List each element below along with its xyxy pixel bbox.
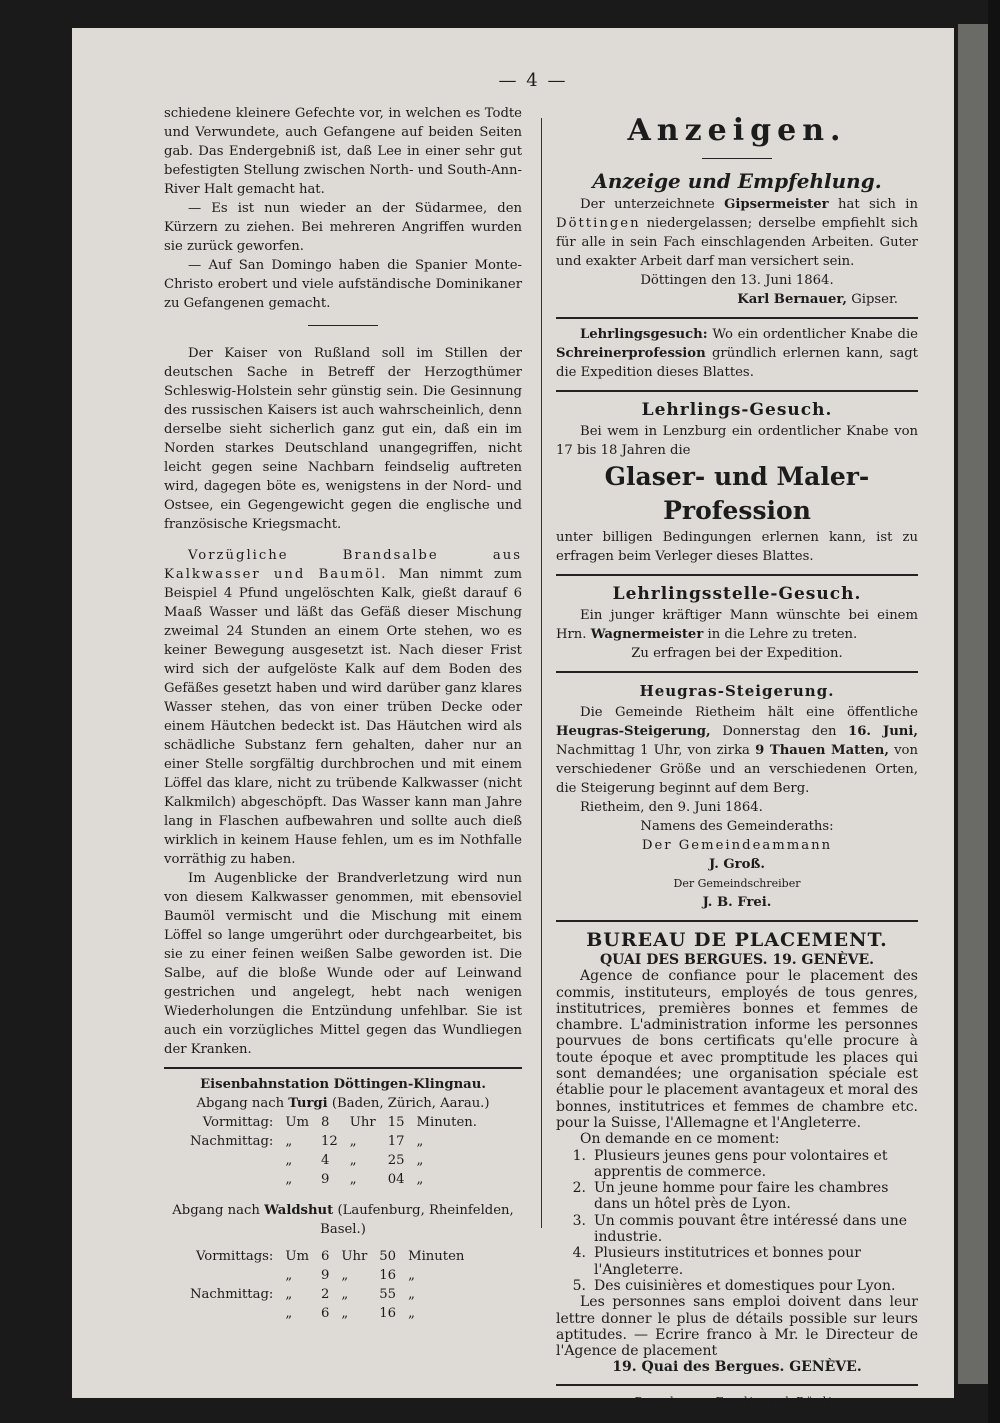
printer-imprint: Druck von Ferdinand Bürli. bbox=[634, 1394, 840, 1408]
schedule-cell: Minuten. bbox=[416, 1115, 477, 1130]
section-rule bbox=[556, 1384, 918, 1386]
schedule-cell: Um bbox=[285, 1115, 309, 1130]
ad-text-part: Ein junger kräftiger Mann wünschte bei einem Hrn. bbox=[556, 608, 918, 642]
schedule-cell: „ bbox=[349, 1153, 357, 1168]
schedule-cell: 8 bbox=[320, 1115, 330, 1130]
right-column bbox=[556, 112, 918, 1411]
schedule-cell: Nachmittag: bbox=[190, 1287, 274, 1302]
ad-signature bbox=[556, 290, 918, 309]
ad-text-part: in die Lehre zu treten. bbox=[707, 627, 858, 642]
ad-text bbox=[556, 325, 918, 382]
ads-heading: Anzeigen. bbox=[627, 113, 847, 148]
ad-text-part: Wo ein ordentlicher Knabe die bbox=[712, 327, 918, 342]
article-paragraph: schiedene kleinere Gefechte vor, in welchen es Todte und Verwundete, auch Gefangene auf beiden Seiten gab. Das Endergebniß ist, daß Lee in einer sehr gut befestigten Stellung zwischen North- und South-Ann-River Halt gemacht hat. bbox=[164, 106, 522, 197]
list-item-text: Un commis pouvant être intéressé dans une industrie. bbox=[594, 1212, 908, 1246]
schedule-cell: „ bbox=[285, 1268, 293, 1283]
section-rule bbox=[556, 671, 918, 673]
ad-text-part: gründlich erlernen kann, sagt die Expedition dieses Blattes. bbox=[556, 346, 918, 380]
schedule-cell: 16 bbox=[379, 1268, 397, 1283]
ad-title: Lehrlings-Gesuch. bbox=[641, 400, 833, 420]
schedule-cell: Minuten bbox=[408, 1249, 465, 1264]
schedule-cell bbox=[184, 1266, 279, 1285]
ad-signature: J. B. Frei. bbox=[702, 895, 772, 910]
list-item-number: 5. bbox=[572, 1277, 586, 1294]
schedule-table bbox=[184, 1247, 470, 1323]
schedule-cell: 16 bbox=[379, 1306, 397, 1321]
schedule-row bbox=[184, 1113, 483, 1132]
schedule-cell: 12 bbox=[320, 1134, 338, 1149]
ad-text bbox=[556, 606, 918, 644]
schedule-cell: 9 bbox=[320, 1172, 330, 1187]
railway-schedule bbox=[164, 1075, 522, 1323]
departure-destination: Waldshut bbox=[264, 1203, 334, 1218]
ad-text-part: von verschiedener Größe und an verschiedenen Orten, die Steigerung beginnt auf dem Berg. bbox=[556, 743, 918, 796]
schedule-table bbox=[184, 1113, 483, 1189]
schedule-cell: „ bbox=[341, 1287, 349, 1302]
section-rule bbox=[164, 1067, 522, 1069]
ad-text bbox=[556, 703, 918, 798]
ad-plasterer bbox=[556, 167, 918, 309]
section-rule bbox=[702, 158, 772, 159]
schedule-cell: 15 bbox=[387, 1115, 405, 1130]
section-rule bbox=[556, 390, 918, 392]
ad-address: 19. Quai des Bergues. GENÈVE. bbox=[612, 1359, 862, 1376]
schedule-row bbox=[184, 1304, 470, 1323]
article-paragraph bbox=[164, 546, 522, 869]
ad-text-part: Donnerstag den bbox=[722, 724, 837, 739]
departure-route: (Baden, Zürich, Aarau.) bbox=[331, 1096, 490, 1111]
ad-date: Rietheim, den 9. Juni 1864. bbox=[580, 800, 763, 815]
ad-text-part: Der unterzeichnete bbox=[580, 197, 715, 212]
ad-text-part: Die Gemeinde Rietheim hält eine öffentliche bbox=[580, 705, 918, 720]
signature-role: Gipser. bbox=[851, 292, 898, 307]
schedule-cell: Nachmittag: bbox=[190, 1134, 274, 1149]
schedule-row bbox=[184, 1170, 483, 1189]
ad-text: On demande en ce moment: bbox=[580, 1131, 780, 1148]
schedule-row bbox=[184, 1266, 470, 1285]
ad-subtitle: QUAI DES BERGUES. 19. GENÈVE. bbox=[599, 952, 875, 968]
ad-text-bold: Lehrlingsgesuch: bbox=[580, 327, 708, 342]
schedule-cell: 17 bbox=[387, 1134, 405, 1149]
signature-name: Karl Bernauer, bbox=[737, 292, 847, 307]
column-divider bbox=[541, 118, 542, 1228]
job-list bbox=[556, 1148, 918, 1295]
schedule-row bbox=[184, 1247, 470, 1266]
schedule-cell bbox=[184, 1304, 279, 1323]
article-paragraph: — Auf San Domingo haben die Spanier Monte-Christo erobert und viele aufständische Dominikaner zu Gefangenen gemacht. bbox=[164, 258, 522, 311]
ad-text: Agence de confiance pour le placement des commis, instituteurs, employés de tous genres, institutrices, premières bonnes et femmes de chambre. L'administration informe les personnes pourvues de bons certificats qu'elle procure à toute époque et avec promptitude les places qui sont demandées; une organisation spéciale est établie pour le placement avantageux et moral des bonnes, institutrices et femmes de chambre etc. pour la Suisse, l'Allemagne et l'Angleterre. bbox=[556, 968, 918, 1131]
page-number: — 4 — bbox=[498, 70, 568, 91]
schedule-title: Eisenbahnstation Döttingen-Klingnau. bbox=[200, 1077, 486, 1092]
schedule-cell: „ bbox=[285, 1306, 293, 1321]
schedule-cell: „ bbox=[408, 1306, 415, 1321]
ad-title: BUREAU DE PLACEMENT. bbox=[586, 929, 888, 951]
schedule-cell: „ bbox=[416, 1172, 424, 1187]
schedule-cell: 4 bbox=[320, 1153, 330, 1168]
schedule-cell: 55 bbox=[379, 1287, 397, 1302]
departure-heading bbox=[164, 1094, 522, 1113]
list-item-number: 4. bbox=[572, 1245, 586, 1262]
schedule-cell: „ bbox=[341, 1268, 349, 1283]
schedule-cell: 25 bbox=[387, 1153, 405, 1168]
list-item bbox=[556, 1148, 918, 1181]
schedule-cell: 04 bbox=[387, 1172, 405, 1187]
ad-title: Lehrlingsstelle-Gesuch. bbox=[612, 584, 862, 604]
ad-text-part: hat sich in bbox=[837, 197, 918, 212]
schedule-cell: Uhr bbox=[341, 1249, 368, 1264]
schedule-cell: 6 bbox=[320, 1306, 330, 1321]
schedule-cell: „ bbox=[408, 1287, 415, 1302]
list-item-text: Des cuisinières et domestiques pour Lyon. bbox=[594, 1277, 896, 1294]
schedule-cell: Uhr bbox=[349, 1115, 376, 1130]
ad-text: Les personnes sans emploi doivent dans leur lettre donner le plus de détails possible sur leurs aptitudes. — Ecrire franco à Mr. le Directeur de l'Agence de placement bbox=[556, 1294, 918, 1360]
list-item bbox=[556, 1245, 918, 1278]
page-edge bbox=[958, 24, 988, 1384]
ad-text-bold: Heugras-Steigerung, bbox=[556, 724, 711, 739]
ad-signature: Der Gemeindschreiber bbox=[673, 877, 801, 890]
article-paragraph: Im Augenblicke der Brandverletzung wird nun von diesem Kalkwasser genommen, mit ebensoviel Baumöl vermischt und die Mischung mit einem Löffel so lange umgerührt oder durchgearbeitet, bis sie zu einer feinen weißen Salbe geworden ist. Die Salbe, auf die bloße Wunde oder auf Leinwand gestrichen und angelegt, hebt nach wenigen Wiederholungen die Entzündung unfehlbar. Sie ist auch ein vorzügliches Mittel gegen das Wundliegen der Kranken. bbox=[164, 871, 522, 1057]
list-item-number: 2. bbox=[572, 1180, 586, 1197]
ad-signature: Der Gemeindeammann bbox=[641, 838, 833, 853]
article-paragraph: Der Kaiser von Rußland soll im Stillen der deutschen Sache in Betreff der Herzogthümer Schleswig-Holstein sehr günstig sein. Die Gesinnung des russischen Kaisers ist auch wahrscheinlich, denn derselbe sieht sicherlich ganz gut ein, daß ein im Norden starkes Deutschland unangegriffen, nicht leicht gegen seine Nachbarn feindselig auftreten wird, dagegen böte es, wenigstens in der Nord- und Ostsee, ein Gegengewicht gegen die englische und französische Kriegsmacht. bbox=[164, 346, 522, 532]
list-item bbox=[556, 1213, 918, 1246]
ad-hay-auction bbox=[556, 679, 918, 912]
departure-label: Abgang nach bbox=[172, 1203, 260, 1218]
list-item-text: Plusieurs jeunes gens pour volontaires et apprentis de commerce. bbox=[594, 1147, 888, 1180]
ad-title: Anzeige und Empfehlung. bbox=[592, 169, 882, 193]
scan-border bbox=[988, 0, 1000, 1423]
ad-display-line: Glaser- und Maler-Profession bbox=[604, 462, 870, 525]
ad-text-part: niedergelassen; derselbe empfiehlt sich für alle in sein Fach einschlagenden Arbeiten. Guter und exakter Arbeit darf man versichert sein. bbox=[556, 216, 918, 269]
ad-glazier-apprentice bbox=[556, 398, 918, 566]
ad-text-bold: Schreinerprofession bbox=[556, 346, 706, 361]
section-rule bbox=[556, 920, 918, 922]
schedule-cell: Vormittags: bbox=[195, 1249, 274, 1264]
schedule-cell: 50 bbox=[379, 1249, 397, 1264]
schedule-cell bbox=[184, 1151, 279, 1170]
article-lead: Vorzügliche Brandsalbe aus Kalkwasser und Baumöl. bbox=[164, 548, 522, 582]
ad-carpenter-apprentice bbox=[556, 325, 918, 382]
schedule-cell: 6 bbox=[320, 1249, 330, 1264]
ad-text: Zu erfragen bei der Expedition. bbox=[631, 646, 843, 661]
section-rule bbox=[556, 574, 918, 576]
schedule-cell: „ bbox=[416, 1134, 424, 1149]
schedule-cell: „ bbox=[285, 1134, 293, 1149]
schedule-cell: „ bbox=[285, 1287, 293, 1302]
list-item bbox=[556, 1278, 918, 1294]
article-body: Man nimmt zum Beispiel 4 Pfund ungelöschten Kalk, gießt darauf 6 Maaß Wasser und läßt das Gefäß dieser Mischung zweimal 24 Stunden an einem Orte stehen, wo es keiner Bewegung ausgesetzt ist. Nach dieser Frist wird sich der aufgelöste Kalk auf dem Boden des Gefäßes gesetzt haben und wird darüber ganz klares Wasser stehen, das von einer trüben Decke oder einem Häutchen bedeckt ist. Das Häutchen wird als schädliche Substanz fern gehalten, daher nur an einer Stelle sorgfältig durchbrochen und mit einem Löffel das klare, nicht zu trübende Kalkwasser (nicht Kalkmilch) abgeschöpft. Das Wasser kann man Jahre lang in Flaschen aufbewahren und sollte auch dieß wirklich in keinem Hause fehlen, um es im Nothfalle vorräthig zu haben. bbox=[164, 567, 522, 867]
schedule-cell: „ bbox=[285, 1172, 293, 1187]
schedule-cell: Vormittag: bbox=[202, 1115, 274, 1130]
ad-text-part: Nachmittag 1 Uhr, von zirka bbox=[556, 743, 750, 758]
left-column bbox=[164, 104, 522, 1323]
departure-heading bbox=[164, 1201, 522, 1239]
schedule-row bbox=[184, 1132, 483, 1151]
section-rule bbox=[556, 317, 918, 319]
ad-signature: J. Groß. bbox=[708, 857, 765, 872]
ad-signature: Namens des Gemeinderaths: bbox=[640, 819, 834, 834]
ad-text-bold: Wagnermeister bbox=[590, 627, 704, 642]
ad-text: Bei wem in Lenzburg ein ordentlicher Knabe von 17 bis 18 Jahren die bbox=[556, 424, 918, 458]
departure-route: (Laufenburg, Rheinfelden, Basel.) bbox=[320, 1203, 514, 1237]
ad-text-bold: 9 Thauen Matten, bbox=[755, 743, 889, 758]
list-item-text: Un jeune homme pour faire les chambres dans un hôtel près de Lyon. bbox=[594, 1180, 889, 1213]
ad-text-part: Döttingen bbox=[556, 216, 641, 231]
departure-label: Abgang nach bbox=[196, 1096, 285, 1111]
list-item-text: Plusieurs institutrices et bonnes pour l'Angleterre. bbox=[594, 1245, 861, 1278]
ad-text: unter billigen Bedingungen erlernen kann, ist zu erfragen beim Verleger dieses Blattes. bbox=[556, 530, 918, 564]
article-paragraph: — Es ist nun wieder an der Südarmee, den Kürzern zu ziehen. Bei mehreren Angriffen wurden sie zurück geworfen. bbox=[164, 201, 522, 254]
schedule-cell: 2 bbox=[320, 1287, 330, 1302]
schedule-row bbox=[184, 1151, 483, 1170]
ad-title: Heugras-Steigerung. bbox=[639, 682, 835, 700]
ad-text bbox=[556, 195, 918, 271]
schedule-row bbox=[184, 1285, 470, 1304]
schedule-cell: „ bbox=[408, 1268, 415, 1283]
departure-destination: Turgi bbox=[288, 1096, 328, 1111]
schedule-cell: „ bbox=[349, 1172, 357, 1187]
ad-text-bold: 16. Juni, bbox=[848, 724, 918, 739]
ad-wheelwright-apprentice bbox=[556, 582, 918, 663]
schedule-cell: „ bbox=[349, 1134, 357, 1149]
ad-date: Döttingen den 13. Juni 1864. bbox=[640, 273, 834, 288]
list-item-number: 3. bbox=[572, 1212, 586, 1229]
schedule-cell: „ bbox=[285, 1153, 293, 1168]
list-item bbox=[556, 1180, 918, 1213]
ad-text-bold: Gipsermeister bbox=[724, 197, 829, 212]
spacer bbox=[164, 534, 522, 546]
section-rule bbox=[308, 325, 378, 326]
schedule-cell bbox=[184, 1170, 279, 1189]
schedule-cell: Um bbox=[285, 1249, 309, 1264]
schedule-cell: „ bbox=[416, 1153, 424, 1168]
schedule-cell: 9 bbox=[320, 1268, 330, 1283]
list-item-number: 1. bbox=[572, 1147, 586, 1164]
ad-placement-bureau bbox=[556, 928, 918, 1376]
schedule-cell: „ bbox=[341, 1306, 349, 1321]
